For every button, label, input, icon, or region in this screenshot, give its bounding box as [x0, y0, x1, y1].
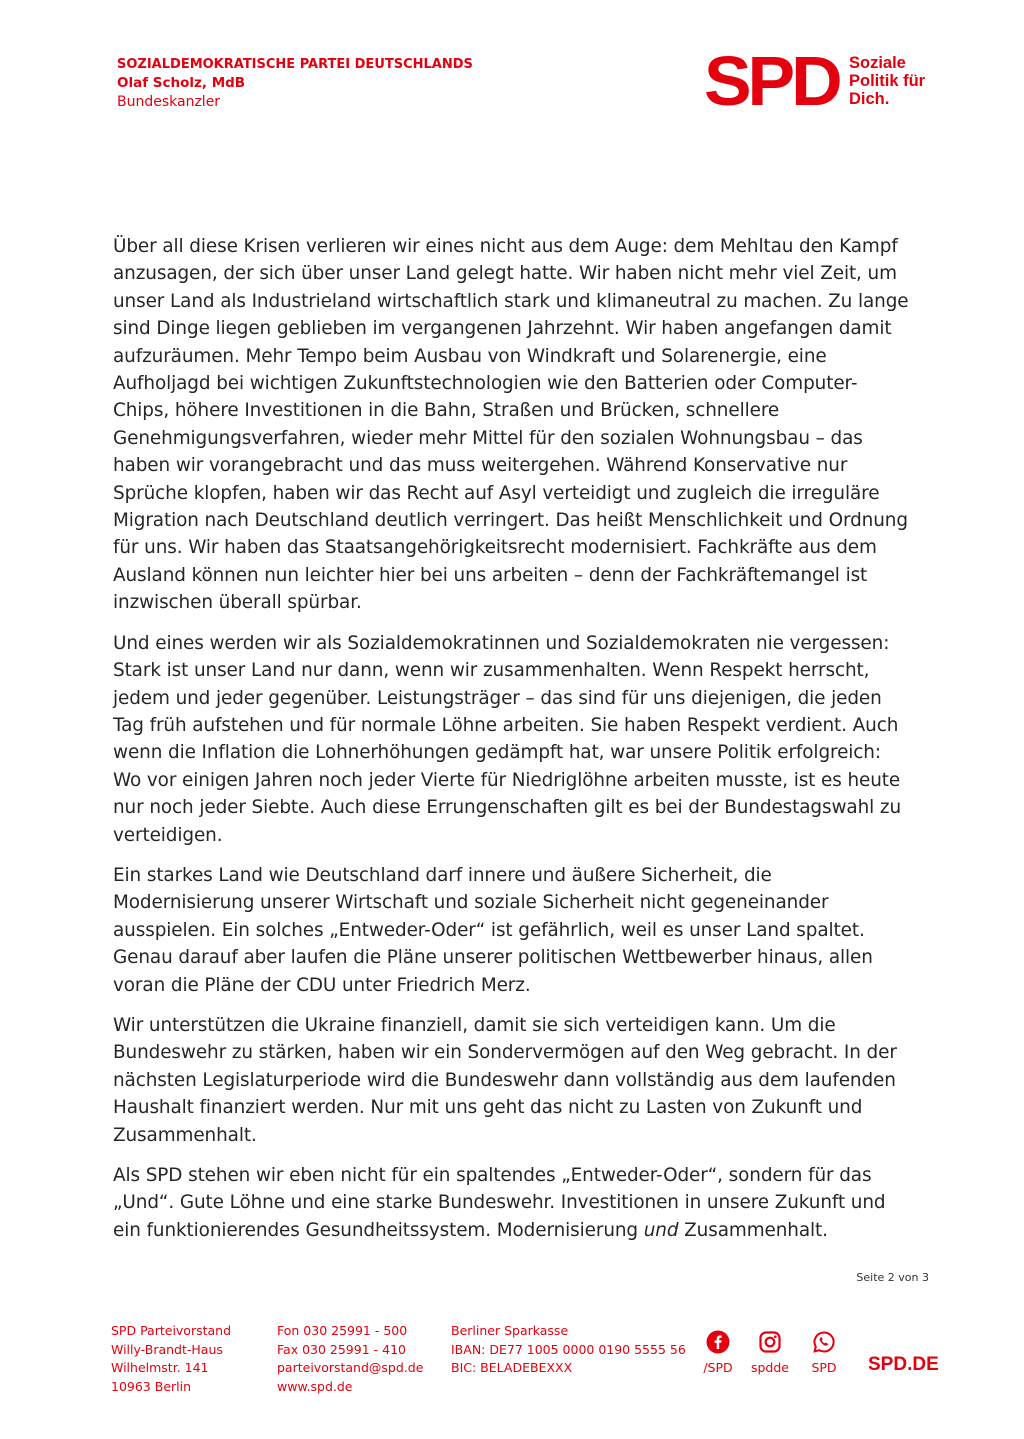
sender-block — [117, 57, 473, 110]
paragraph-2: Und eines werden wir als Sozialdemokratinnen und Sozialdemokraten nie vergessen: Stark ist unser Land nur dann, wenn wir zusammenhalten. Wenn Respekt herrscht, jedem und jeder gegenüber. Leistungsträger – das sind für uns diejenigen, die jeden Tag früh aufstehen und für normale Löhne arbeiten. Sie haben Respekt verdient. Auch wenn die Inflation die Lohnerhöhungen gedämpft hat, war unsere Politik erfolgreich: Wo vor einigen Jahren noch jeder Vierte für Niedriglöhne arbeiten musste, ist es heute nur noch jeder Siebte. Auch diese Errungenschaften gilt es bei der Bundestagswahl zu verteidigen. — [113, 632, 902, 846]
page-number: Seite 2 von 3 — [856, 1271, 929, 1284]
logo-tagline — [849, 54, 925, 108]
website-link[interactable]: www.spd.de — [277, 1378, 353, 1394]
sender-role: Bundeskanzler — [117, 94, 221, 110]
instagram-label: spdde — [750, 1360, 789, 1375]
logo-wordmark: SPD — [704, 42, 839, 120]
instagram-link[interactable] — [750, 1330, 790, 1375]
sender-name: Olaf Scholz, MdB — [117, 75, 246, 91]
address-line: SPD Parteivorstand — [111, 1323, 232, 1338]
tagline-line-3: Dich. — [849, 90, 890, 108]
paragraph-5-text-a: Als SPD stehen wir eben nicht für ein spaltendes „Entweder-Oder“, sondern für das „Und“. Gute Löhne und eine starke Bundeswehr. Investitionen in unsere Zukunft und ein funktionierendes Gesundheitssystem. Modernisierung — [113, 1165, 886, 1241]
footer-bank — [451, 1322, 686, 1378]
paragraph-5-text-b: Zusammenhalt. — [678, 1219, 828, 1241]
bank-name: Berliner Sparkasse — [451, 1323, 569, 1338]
instagram-icon — [758, 1330, 782, 1354]
fax: Fax 030 25991 - 410 — [277, 1341, 406, 1357]
paragraph-3: Ein starkes Land wie Deutschland darf innere und äußere Sicherheit, die Modernisierung unserer Wirtschaft und soziale Sicherheit nicht gegeneinander ausspielen. Ein solches „Entweder-Oder“ ist gefährlich, weil es unser Land spaltet. Genau darauf aber laufen die Pläne unserer politischen Wettbewerber hinaus, allen voran die Pläne der CDU unter Friedrich Merz. — [113, 864, 873, 996]
facebook-icon — [706, 1330, 730, 1354]
paragraph-1: Über all diese Krisen verlieren wir eines nicht aus dem Auge: dem Mehltau den Kampf anzusagen, der sich über unser Land gelegt hatte. Wir haben nicht mehr viel Zeit, um unser Land als Industrieland wirtschaftlich stark und klimaneutral zu machen. Zu lange sind Dinge liegen geblieben im vergangenen Jahrzehnt. Wir haben angefangen damit aufzuräumen. Mehr Tempo beim Ausbau von Windkraft und Solarenergie, eine Aufholjagd bei wichtigen Zukunftstechnologien wie den Batterien oder Computer-Chips, höhere Investitionen in die Bahn, Straßen und Brücken, schnellere Genehmigungsverfahren, wieder mehr Mittel für den sozialen Wohnungsbau – das haben wir vorangebracht und das muss weitergehen. Während Konservative nur Sprüche klopfen, haben wir das Recht auf Asyl verteidigt und zugleich die irreguläre Migration nach Deutschland deutlich verringert. Das heißt Menschlichkeit und Ordnung für uns. Wir haben das Staatsangehörigkeitsrecht modernisiert. Fachkräfte aus dem Ausland können nun leichter hier bei uns arbeiten – denn der Fachkräftemangel ist inzwischen überall spürbar. — [113, 236, 909, 614]
address-line: 10963 Berlin — [111, 1378, 192, 1394]
tagline-line-1: Soziale — [849, 54, 906, 72]
email-link[interactable]: parteivorstand@spd.de — [277, 1360, 424, 1375]
address-line: Wilhelmstr. 141 — [111, 1360, 209, 1375]
party-name: SOZIALDEMOKRATISCHE PARTEI DEUTSCHLANDS — [117, 57, 473, 72]
spd-website-link[interactable]: SPD.DE — [868, 1354, 939, 1375]
phone: Fon 030 25991 - 500 — [277, 1323, 408, 1338]
bic: BIC: BELADEBEXXX — [451, 1360, 573, 1375]
tagline-line-2: Politik für — [849, 72, 926, 90]
whatsapp-link[interactable] — [806, 1330, 842, 1375]
paragraph-5 — [113, 1162, 913, 1244]
whatsapp-icon — [812, 1330, 836, 1354]
whatsapp-label: SPD — [811, 1360, 837, 1375]
letter-body — [113, 233, 913, 1257]
facebook-link[interactable] — [700, 1330, 736, 1375]
footer-contact — [277, 1322, 423, 1396]
address-line: Willy-Brandt-Haus — [111, 1341, 223, 1357]
facebook-label: /SPD — [703, 1360, 733, 1375]
spd-logo — [704, 42, 944, 122]
footer — [0, 1322, 1024, 1402]
paragraph-4: Wir unterstützen die Ukraine finanziell, damit sie sich verteidigen kann. Um die Bundeswehr zu stärken, haben wir ein Sondervermögen auf den Weg gebracht. In der nächsten Legislaturperiode wird die Bundeswehr dann vollständig aus dem laufenden Haushalt finanziert werden. Nur mit uns geht das nicht zu Lasten von Zukunft und Zusammenhalt. — [113, 1014, 897, 1146]
iban: IBAN: DE77 1005 0000 0190 5555 56 — [451, 1341, 686, 1357]
paragraph-5-emphasis: und — [643, 1219, 679, 1241]
footer-address — [111, 1322, 231, 1396]
